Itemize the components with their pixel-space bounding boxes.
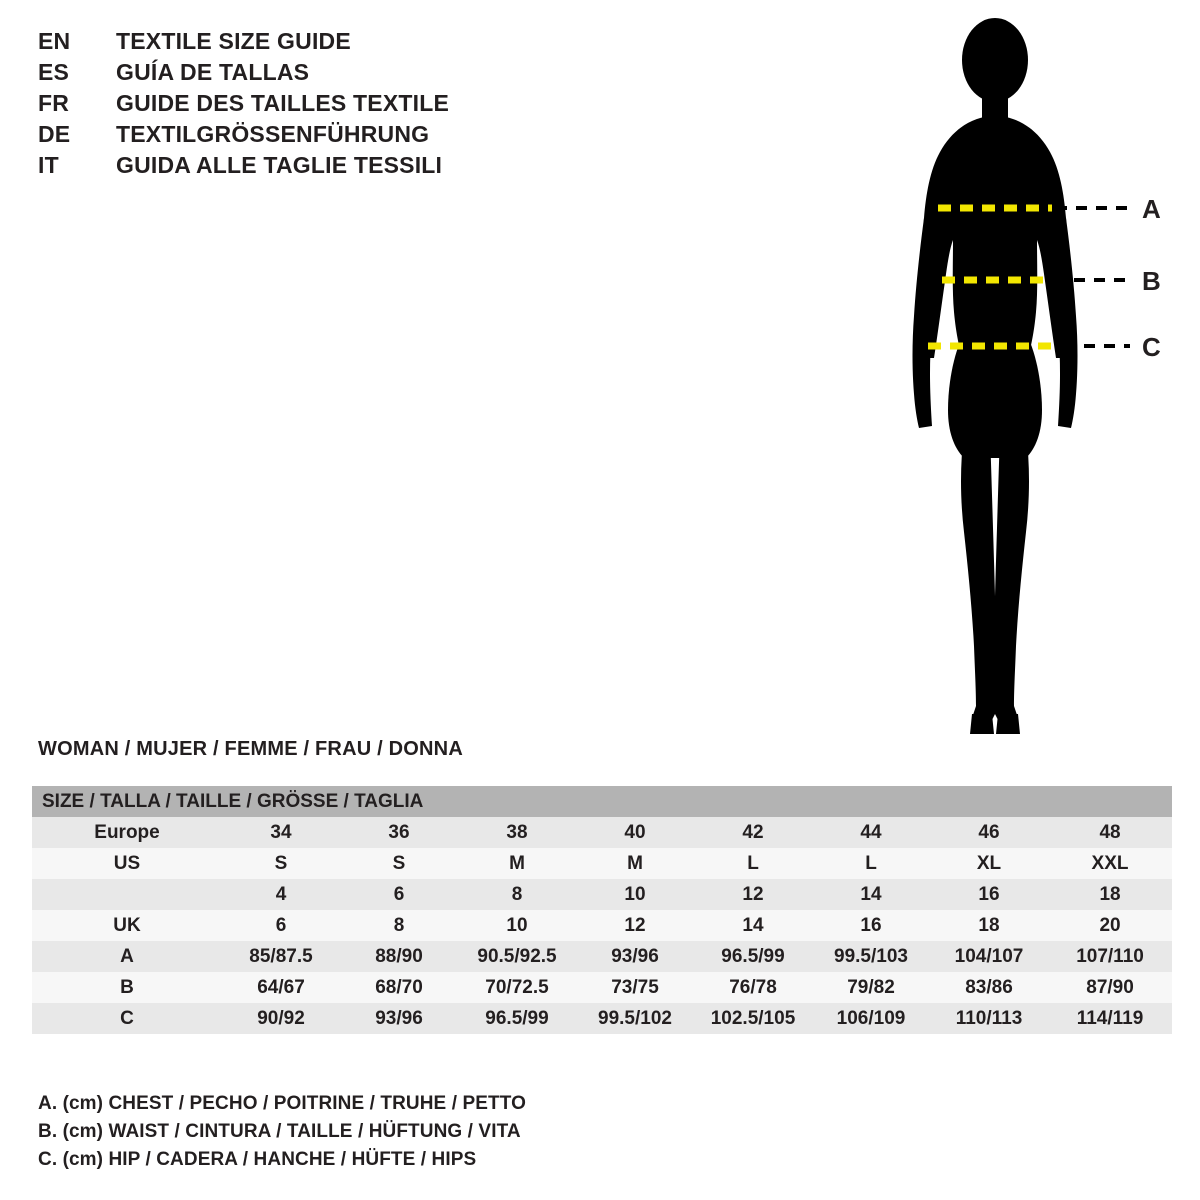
cell: S bbox=[340, 848, 458, 879]
cell: 87/90 bbox=[1048, 972, 1172, 1003]
cell: L bbox=[812, 848, 930, 879]
cell: 88/90 bbox=[340, 941, 458, 972]
title-row-it bbox=[38, 152, 658, 183]
legend-line-hip: C. (cm) HIP / CADERA / HANCHE / HÜFTE / HIPS bbox=[38, 1149, 477, 1170]
cell: 18 bbox=[930, 910, 1048, 941]
cell: 99.5/103 bbox=[812, 941, 930, 972]
cell: M bbox=[576, 848, 694, 879]
cell: 16 bbox=[812, 910, 930, 941]
cell: 46 bbox=[930, 817, 1048, 848]
cell: 99.5/102 bbox=[576, 1003, 694, 1034]
cell: 14 bbox=[812, 879, 930, 910]
cell: 107/110 bbox=[1048, 941, 1172, 972]
table-row bbox=[32, 879, 1172, 910]
table-row bbox=[32, 972, 1172, 1003]
cell: 6 bbox=[340, 879, 458, 910]
cell: 16 bbox=[930, 879, 1048, 910]
row-label-europe: Europe bbox=[32, 817, 222, 848]
title-text-de: TEXTILGRÖSSENFÜHRUNG bbox=[116, 121, 430, 147]
title-row-fr bbox=[38, 90, 658, 121]
cell: 102.5/105 bbox=[694, 1003, 812, 1034]
cell: 44 bbox=[812, 817, 930, 848]
cell: 96.5/99 bbox=[694, 941, 812, 972]
row-label-uk: UK bbox=[32, 910, 222, 941]
cell: 8 bbox=[340, 910, 458, 941]
cell: 85/87.5 bbox=[222, 941, 340, 972]
table-row bbox=[32, 817, 1172, 848]
cell: 4 bbox=[222, 879, 340, 910]
language-code-de: DE bbox=[38, 121, 71, 147]
cell: 114/119 bbox=[1048, 1003, 1172, 1034]
cell: 93/96 bbox=[576, 941, 694, 972]
legend-line-waist: B. (cm) WAIST / CINTURA / TAILLE / HÜFTUNG / VITA bbox=[38, 1121, 521, 1142]
cell: 10 bbox=[458, 910, 576, 941]
cell: 10 bbox=[576, 879, 694, 910]
cell: 38 bbox=[458, 817, 576, 848]
cell: 96.5/99 bbox=[458, 1003, 576, 1034]
cell: 93/96 bbox=[340, 1003, 458, 1034]
female-body-figure bbox=[860, 12, 1190, 752]
title-row-en bbox=[38, 28, 658, 59]
waist-marker-label: B bbox=[1142, 266, 1161, 296]
cell: 40 bbox=[576, 817, 694, 848]
title-row-de bbox=[38, 121, 658, 152]
hip-marker-label: C bbox=[1142, 332, 1161, 362]
cell: 36 bbox=[340, 817, 458, 848]
table-row bbox=[32, 848, 1172, 879]
cell: 64/67 bbox=[222, 972, 340, 1003]
cell: 90/92 bbox=[222, 1003, 340, 1034]
title-row-es bbox=[38, 59, 658, 90]
row-label-us-numeric bbox=[32, 879, 222, 910]
row-label-a: A bbox=[32, 941, 222, 972]
cell: 48 bbox=[1048, 817, 1172, 848]
cell: 106/109 bbox=[812, 1003, 930, 1034]
cell: 8 bbox=[458, 879, 576, 910]
row-label-us: US bbox=[32, 848, 222, 879]
cell: 20 bbox=[1048, 910, 1172, 941]
chest-marker-label: A bbox=[1142, 194, 1161, 224]
cell: 104/107 bbox=[930, 941, 1048, 972]
cell: 83/86 bbox=[930, 972, 1048, 1003]
cell: 79/82 bbox=[812, 972, 930, 1003]
cell: M bbox=[458, 848, 576, 879]
table-row bbox=[32, 910, 1172, 941]
section-label-woman: WOMAN / MUJER / FEMME / FRAU / DONNA bbox=[38, 738, 463, 760]
cell: 14 bbox=[694, 910, 812, 941]
cell: L bbox=[694, 848, 812, 879]
measurement-legend bbox=[38, 1090, 738, 1174]
table-header-row bbox=[32, 786, 1172, 817]
row-label-c: C bbox=[32, 1003, 222, 1034]
cell: 18 bbox=[1048, 879, 1172, 910]
table-row bbox=[32, 941, 1172, 972]
title-text-en: TEXTILE SIZE GUIDE bbox=[116, 28, 351, 54]
title-text-es: GUÍA DE TALLAS bbox=[116, 59, 310, 85]
row-label-b: B bbox=[32, 972, 222, 1003]
language-code-es: ES bbox=[38, 59, 70, 85]
cell: XL bbox=[930, 848, 1048, 879]
cell: 90.5/92.5 bbox=[458, 941, 576, 972]
language-code-en: EN bbox=[38, 28, 71, 54]
table-row bbox=[32, 1003, 1172, 1034]
cell: 70/72.5 bbox=[458, 972, 576, 1003]
language-code-it: IT bbox=[38, 152, 59, 178]
cell: 42 bbox=[694, 817, 812, 848]
cell: 73/75 bbox=[576, 972, 694, 1003]
cell: 110/113 bbox=[930, 1003, 1048, 1034]
cell: 34 bbox=[222, 817, 340, 848]
title-text-it: GUIDA ALLE TAGLIE TESSILI bbox=[116, 152, 443, 178]
title-block bbox=[38, 28, 658, 183]
size-table bbox=[32, 786, 1172, 1034]
title-text-fr: GUIDE DES TAILLES TEXTILE bbox=[116, 90, 449, 116]
cell: 12 bbox=[694, 879, 812, 910]
cell: 6 bbox=[222, 910, 340, 941]
cell: 76/78 bbox=[694, 972, 812, 1003]
cell: S bbox=[222, 848, 340, 879]
language-code-fr: FR bbox=[38, 90, 70, 116]
cell: 12 bbox=[576, 910, 694, 941]
silhouette-shape bbox=[913, 18, 1078, 734]
table-header-label: SIZE / TALLA / TAILLE / GRÖSSE / TAGLIA bbox=[32, 786, 1172, 817]
legend-line-chest: A. (cm) CHEST / PECHO / POITRINE / TRUHE / PETTO bbox=[38, 1093, 526, 1114]
cell: XXL bbox=[1048, 848, 1172, 879]
cell: 68/70 bbox=[340, 972, 458, 1003]
size-table-wrap bbox=[32, 786, 1172, 1034]
